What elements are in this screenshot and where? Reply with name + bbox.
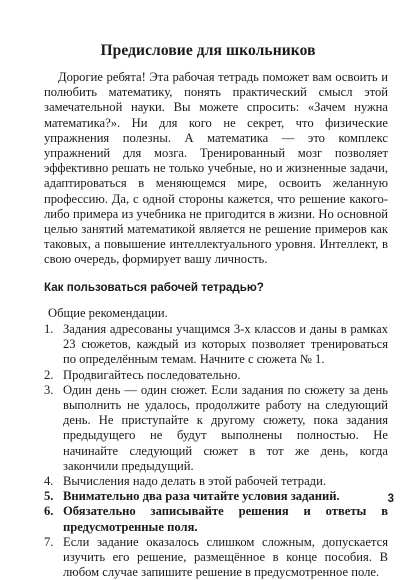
list-item (44, 368, 388, 383)
recommendations-list (44, 322, 388, 580)
list-item-number: 1. (44, 322, 54, 336)
list-item-text: Продвигайтесь последовательно. (63, 367, 241, 382)
list-item-number: 7. (44, 534, 54, 549)
list-item (44, 535, 388, 580)
list-item-text: Обязательно записывайте решения и ответы в предусмотренные поля. (63, 504, 388, 534)
list-item (44, 322, 388, 368)
list-item-number: 3. (44, 382, 54, 397)
list-item-number: 2. (44, 367, 54, 382)
intro-paragraph: Дорогие ребята! Эта рабочая тетрадь поможет вам освоить и полюбить математику, понять практический смысл этой замечательной науки. Вы можете спросить: «Зачем нужна математика?». Ни для кого не секрет, что физические упражнения полезны. А математика — это комплекс упражнений для мозга. Тренированный мозг позволяет эффективно решать не только учебные, но и жизненные задачи, адаптироваться в меняющемся мире, освоить желанную профессию. Да, с одной стороны кажется, что решение какого-либо примера из учебника не пригодится в жизни. Но основной целью занятий математикой является не решение примеров как таковых, а повышение интеллектуального уровня. Интеллект, в свою очередь, формирует вашу личность. (44, 70, 388, 267)
list-item-number: 4. (44, 474, 54, 489)
list-item (44, 504, 388, 534)
section-heading: Как пользоваться рабочей тетрадью? (44, 281, 264, 294)
list-item-number: 6. (44, 504, 54, 519)
page-number: 3 (387, 493, 394, 505)
list-item-text: Если задание оказалось слишком сложным, допускается изучить его решение, размещённое в конце пособия. В любом случае запишите решение в предусмотренное поле. (63, 534, 388, 580)
list-item (44, 489, 388, 504)
list-item (44, 474, 388, 489)
list-item-text: Вычисления надо делать в этой рабочей тетради. (63, 474, 326, 489)
list-item (44, 383, 388, 474)
page-title: Предисловие для школьников (100, 42, 316, 59)
general-recommendations-label: Общие рекомендации. (48, 306, 168, 320)
list-item-number: 5. (44, 489, 54, 504)
list-item-text: Внимательно два раза читайте условия заданий. (63, 489, 340, 504)
list-item-text: Один день — один сюжет. Если задания по сюжету за день выполнить не удалось, продолжите работу на следующий день. Не приступайте к другому сюжету, пока задания предыдущего не будут выполнены полностью. Не начинайте следующий сюжет в тот же день, когда закончили предыдущий. (63, 382, 388, 473)
list-item-text: Задания адресованы учащимся 3-х классов и даны в рамках 23 сюжетов, каждый из которых позволяет тренироваться по определённым темам. Начните с сюжета № 1. (63, 322, 388, 367)
